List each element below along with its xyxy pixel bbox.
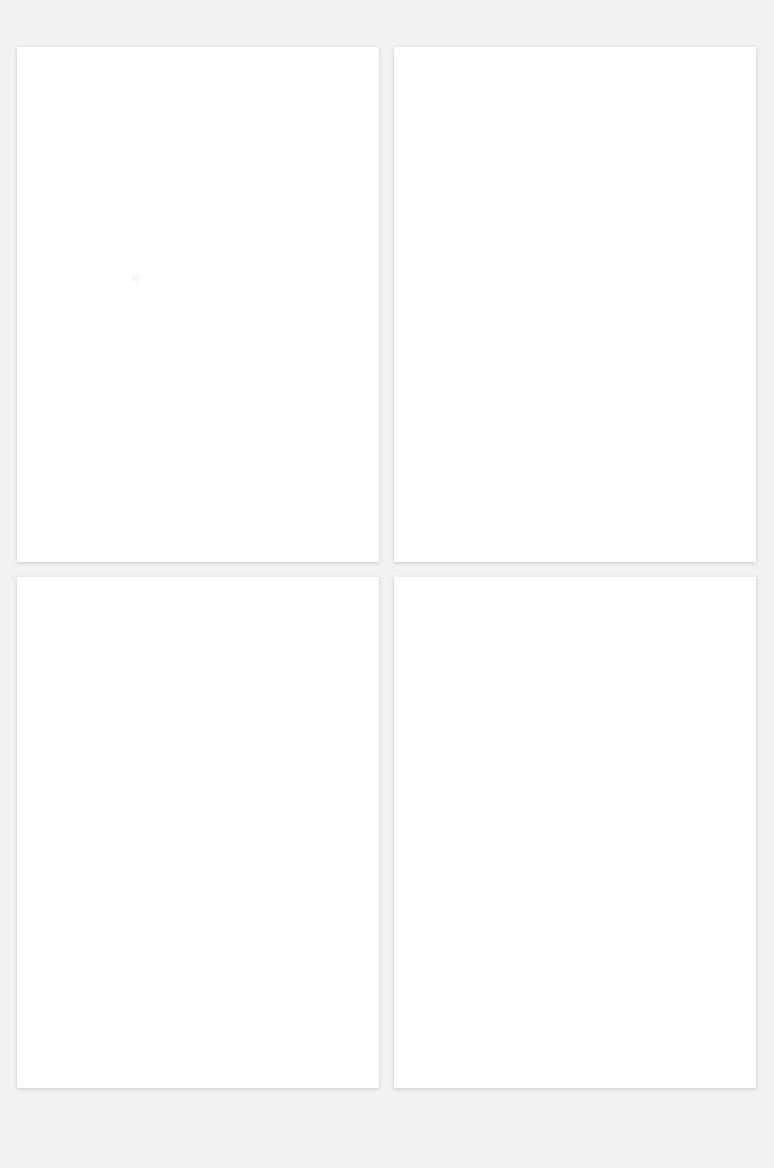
page-2 bbox=[394, 47, 756, 562]
page-4 bbox=[394, 577, 756, 1088]
page-1 bbox=[17, 47, 379, 562]
watermark bbox=[122, 264, 150, 295]
page-3 bbox=[17, 577, 379, 1088]
